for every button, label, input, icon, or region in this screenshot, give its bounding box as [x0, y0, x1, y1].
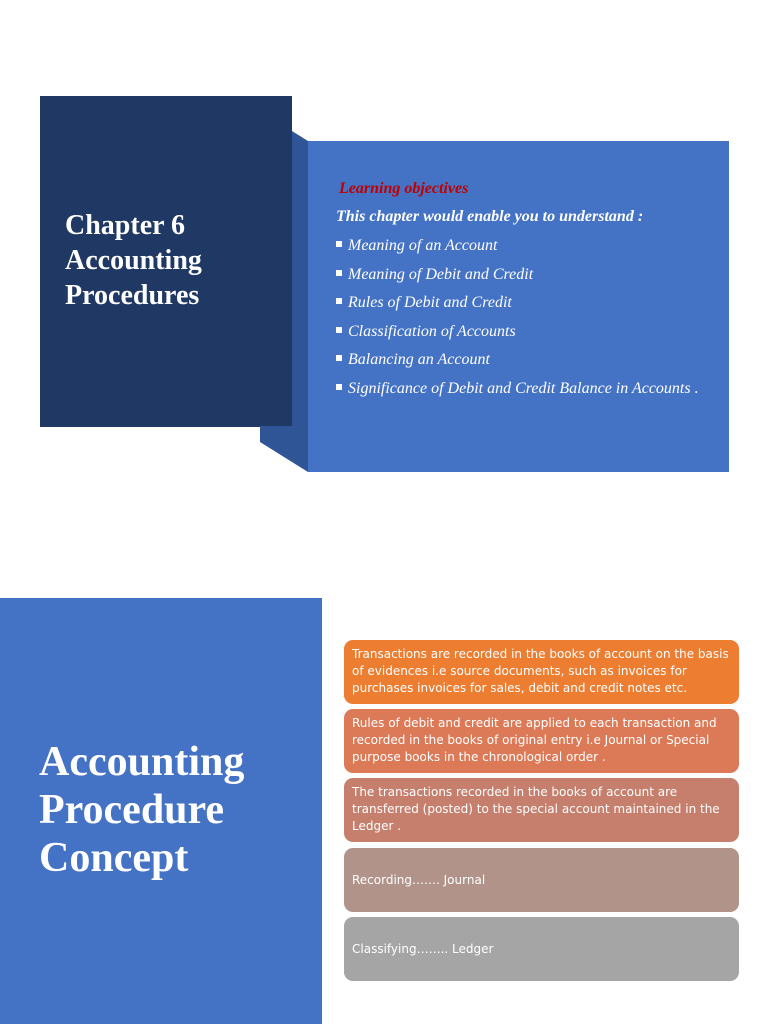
objective-item: [336, 265, 706, 285]
concept-title: [39, 738, 309, 882]
objective-text: Meaning of an Account: [348, 237, 498, 254]
chapter-title-line: Chapter 6: [65, 210, 186, 241]
chapter-title-line: Procedures: [65, 280, 200, 311]
procedure-step-text: Transactions are recorded in the books of account on the basis of evidences i.e source documents, such as invoices for purchases invoices for sales, debit and credit notes etc.: [352, 647, 729, 695]
procedure-step-text: Rules of debit and credit are applied to each transaction and recorded in the books of original entry i.e Journal or Special purpose books in the chronological order .: [352, 716, 717, 764]
objectives-intro: This chapter would enable you to understand :: [336, 208, 644, 225]
procedure-step-box: [344, 848, 739, 912]
objective-text: Balancing an Account: [348, 351, 490, 369]
procedure-step-text: The transactions recorded in the books of account are transferred (posted) to the special account maintained in the Ledger .: [352, 785, 720, 833]
chapter-title: [65, 208, 285, 313]
procedure-step-box: [344, 917, 739, 981]
square-bullet-icon: [336, 270, 342, 276]
objective-item: [336, 236, 706, 256]
objectives-list: [336, 236, 706, 408]
objective-item: [336, 379, 706, 399]
procedure-step-box: [344, 640, 739, 704]
objective-text: Meaning of Debit and Credit: [348, 265, 534, 283]
objective-text: Rules of Debit and Credit: [348, 294, 512, 312]
procedure-step-text: Classifying…….. Ledger: [352, 941, 494, 956]
objective-item: [336, 322, 706, 342]
concept-title-line: Concept: [39, 835, 189, 881]
square-bullet-icon: [336, 327, 342, 333]
procedure-step-box: [344, 778, 739, 842]
objective-text: Significance of Debit and Credit Balance in Accounts .: [348, 379, 699, 397]
concept-title-line: Accounting: [39, 739, 245, 785]
procedure-step-text: Recording……. Journal: [352, 872, 486, 887]
objectives-heading: Learning objectives: [339, 180, 469, 197]
square-bullet-icon: [336, 241, 342, 247]
square-bullet-icon: [336, 384, 342, 390]
objective-text: Classification of Accounts: [348, 322, 516, 340]
concept-title-line: Procedure: [39, 787, 225, 833]
square-bullet-icon: [336, 298, 342, 304]
chapter-title-line: Accounting: [65, 245, 202, 276]
procedure-step-box: [344, 709, 739, 773]
objective-item: [336, 293, 706, 313]
square-bullet-icon: [336, 355, 342, 361]
objective-item: [336, 350, 706, 370]
